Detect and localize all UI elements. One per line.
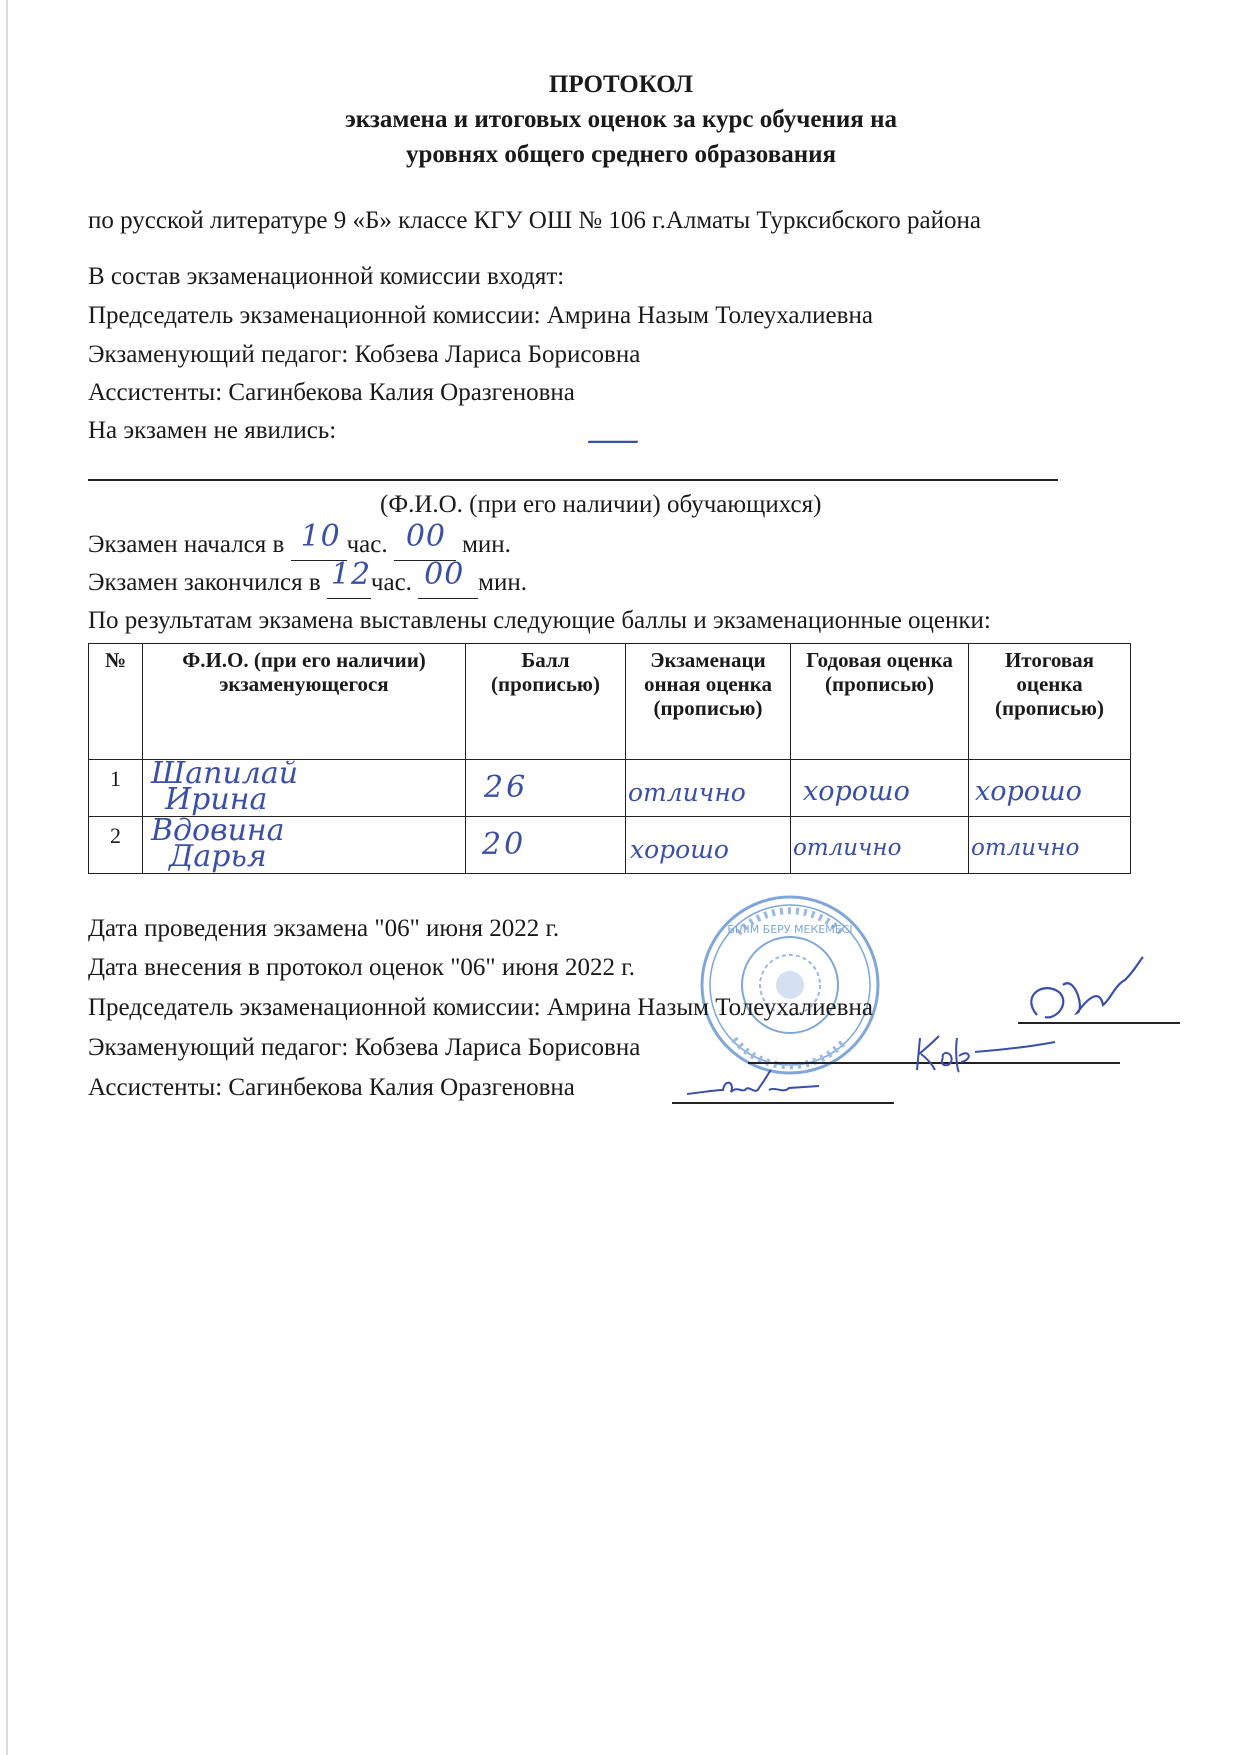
assistants-sign-label: Ассистенты: Сагинбекова Калия Оразгеновна xyxy=(88,1074,575,1101)
header-num: № xyxy=(89,644,143,760)
name-line-2: Дарья xyxy=(169,839,267,874)
school-seal-stamp xyxy=(698,893,883,1078)
row-final-grade xyxy=(969,817,1131,874)
table-row xyxy=(89,817,1131,874)
score-value: 20 xyxy=(482,827,527,862)
stamp-text: БІЛІМ БЕРУ МЕКЕМЕСІ xyxy=(727,923,853,936)
header-exam-grade: Экзаменаци онная оценка (прописью) xyxy=(626,644,791,760)
subtitle-line-1: экзамена и итоговых оценок за курс обучения на xyxy=(345,106,897,133)
header-final-grade: Итоговая оценка (прописью) xyxy=(969,644,1131,760)
scan-edge xyxy=(6,0,8,1755)
end-minute-field xyxy=(418,557,478,599)
row-exam-grade xyxy=(626,760,791,817)
examiner-signature-line xyxy=(88,1033,640,1063)
row-name xyxy=(143,813,466,874)
assistant-signature xyxy=(685,1068,825,1104)
assistants-signature-line xyxy=(88,1073,575,1103)
end-hour-field xyxy=(327,557,372,599)
name-line-1: Вдовина xyxy=(151,813,285,848)
subtitle-line-2: уровнях общего среднего образования xyxy=(405,141,837,168)
end-hour-unit: час. xyxy=(370,569,412,596)
start-prefix: Экзамен начался в xyxy=(88,531,291,558)
results-intro: По результатам экзамена выставлены следующие баллы и экзаменационные оценки: xyxy=(88,607,991,634)
row-name xyxy=(143,756,466,817)
row-num: 2 xyxy=(89,817,143,874)
examiner-sign-label: Экзаменующий педагог: Кобзева Лариса Борисовна xyxy=(88,1034,641,1061)
exam-end-line xyxy=(88,557,527,599)
start-minute-value: 00 xyxy=(405,519,447,554)
score-value: 26 xyxy=(484,770,529,805)
row-score xyxy=(466,760,626,817)
year-grade-value: отлично xyxy=(793,835,902,861)
start-minute-unit: мин. xyxy=(455,531,511,558)
name-line-1: Шапилай xyxy=(151,756,299,791)
header-score: Балл (прописью) xyxy=(466,644,626,760)
subject-line: по русской литературе 9 «Б» классе КГУ ОШ № 106 г.Алматы Турксибского района xyxy=(88,207,981,234)
row-year-grade xyxy=(791,817,969,874)
name-line-2: Ирина xyxy=(165,782,268,817)
header-year-grade: Годовая оценка (прописью) xyxy=(791,644,969,760)
row-final-grade xyxy=(969,760,1131,817)
row-num: 1 xyxy=(89,760,143,817)
commission-assistants: Ассистенты: Сагинбекова Калия Оразгеновна xyxy=(88,379,575,406)
table-header-row xyxy=(89,644,1131,760)
year-grade-value: хорошо xyxy=(803,776,910,807)
page-title: ПРОТОКОЛ xyxy=(548,71,694,98)
final-grade-value: отлично xyxy=(971,835,1080,861)
table-row xyxy=(89,760,1131,817)
absent-dash: — xyxy=(585,420,641,460)
end-minute-value: 00 xyxy=(424,557,465,592)
chair-signature-line xyxy=(88,993,873,1023)
start-hour-value: 10 xyxy=(300,519,341,554)
commission-intro: В состав экзаменационной комиссии входят: xyxy=(88,263,565,290)
header-name: Ф.И.О. (при его наличии) экзаменующегося xyxy=(143,644,466,760)
final-grade-value: хорошо xyxy=(975,776,1082,807)
commission-examiner: Экзаменующий педагог: Кобзева Лариса Борисовна xyxy=(88,341,641,368)
exam-date: Дата проведения экзамена "06" июня 2022 г. xyxy=(88,915,560,942)
row-year-grade xyxy=(791,760,969,817)
hour-unit: час. xyxy=(346,531,388,558)
absent-label: На экзамен не явились: xyxy=(88,417,337,444)
exam-grade-value: отлично xyxy=(628,778,746,807)
end-hour-value: 12 xyxy=(330,557,372,592)
exam-grade-value: хорошо xyxy=(630,835,729,864)
absent-underline xyxy=(88,479,1058,481)
results-table xyxy=(88,643,1131,874)
row-score xyxy=(466,817,626,874)
absent-caption: (Ф.И.О. (при его наличии) обучающихся) xyxy=(380,491,822,518)
commission-chair: Председатель экзаменационной комиссии: Амрина Назым Толеухалиевна xyxy=(88,302,873,329)
end-minute-unit: мин. xyxy=(478,569,527,596)
examiner-signature xyxy=(915,1030,1075,1075)
entry-date: Дата внесения в протокол оценок "06" июня 2022 г. xyxy=(88,954,635,981)
row-exam-grade xyxy=(626,817,791,874)
chair-sign-label: Председатель экзаменационной комиссии: Амрина Назым Толеухалиевна xyxy=(88,994,873,1021)
end-prefix: Экзамен закончился в xyxy=(88,569,327,596)
